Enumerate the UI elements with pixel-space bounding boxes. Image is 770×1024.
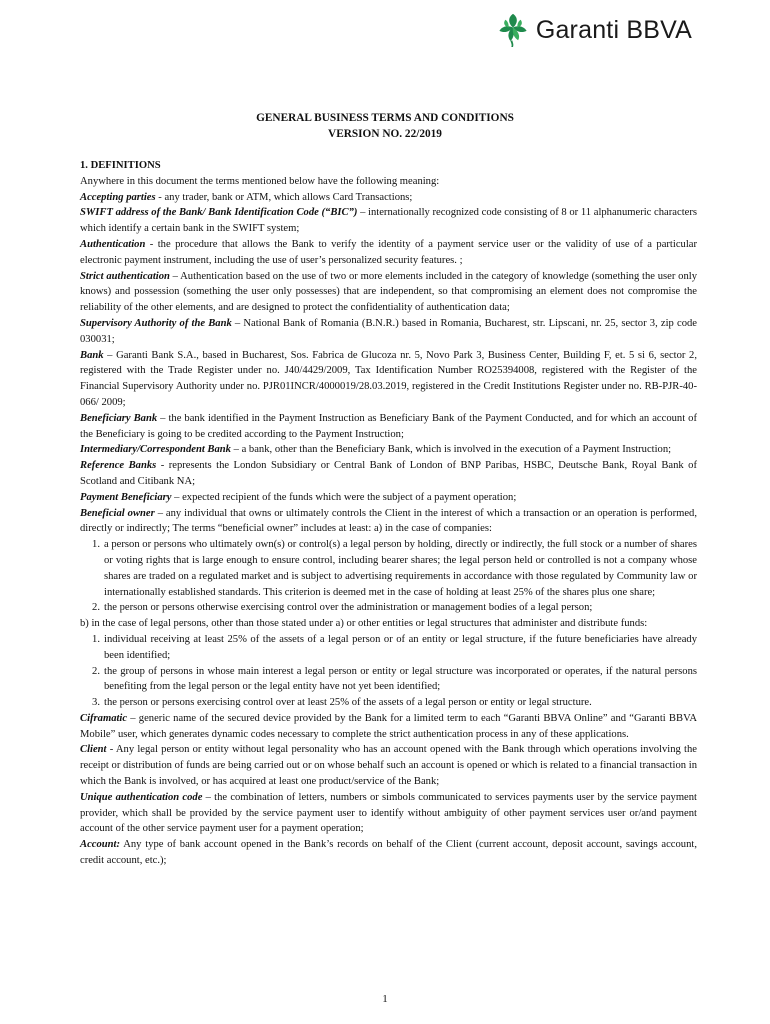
- definition-text: – the combination of letters, numbers or simbols communicated to services payments user by the service payment provider, which shall be provided by the service payment user to identify without ambiguity of other payment services user or/and payment account of the other service payment user for a payment operation;: [80, 791, 697, 835]
- definition: [80, 190, 697, 206]
- document-title: GENERAL BUSINESS TERMS AND CONDITIONS: [256, 112, 514, 124]
- definition-text: – Authentication based on the use of two or more elements included in the category of knowledge (something the user only knows) and possession (something the user only possesses) that are independent, so that compromising an element does not compromise the reliability of the other elements, and are designed to protect the confidentiality of authentication data;: [80, 270, 697, 314]
- definition-text: – National Bank of Romania (B.N.R.) based in Romania, Bucharest, str. Lipscani, nr. 25, sector 3, zip code 030031;: [80, 317, 697, 345]
- definition: [80, 237, 697, 269]
- list-text: the group of persons in whose main interest a legal person or entity or legal structure was incorporated or operates, if the natural persons benefiting from the legal person or the legal entity have not yet been identified;: [104, 665, 697, 693]
- document-version: VERSION NO. 22/2019: [328, 128, 442, 140]
- definition-text: – the bank identified in the Payment Instruction as Beneficiary Bank of the Payment Conducted, and for which an account of the Beneficiary is going to be credited according to the Payment Instruction;: [80, 412, 697, 440]
- list-number: 3.: [92, 697, 100, 709]
- term: Unique authentication code: [80, 791, 203, 803]
- list-number: 1.: [92, 633, 100, 645]
- term: Authentication: [80, 238, 146, 250]
- definition: [80, 348, 697, 411]
- term: Supervisory Authority of the Bank: [80, 317, 232, 329]
- definition-text: - represents the London Subsidiary or Central Bank of London of BNP Paribas, HSBC, Deutsche Bank, Royal Bank of Scotland and Citibank NA;: [80, 460, 697, 487]
- term: SWIFT address of the Bank/ Bank Identification Code (“BIC”): [80, 207, 358, 219]
- logo-wordmark: Garanti BBVA: [535, 15, 692, 44]
- list-item: [80, 664, 697, 696]
- term: Beneficiary Bank: [80, 412, 158, 424]
- document-body: [80, 158, 697, 869]
- list-item: [80, 600, 697, 616]
- list-number: 1.: [92, 539, 100, 551]
- definition: [80, 790, 697, 837]
- definition-text: - the procedure that allows the Bank to verify the identity of a payment service user or the validity of use of a particular electronic payment instrument, including the use of user’s personalized security features. ;: [80, 238, 697, 266]
- definition-text: – generic name of the secured device provided by the Bank for a limited term to each “Garanti BBVA Online” and “Garanti BBVA Mobile” user, which generates dynamic codes necessary to complete the strict authentication process in any of these applications.: [80, 712, 697, 740]
- definition-text: – any individual that owns or ultimately controls the Client in the interest of which a transaction or an operation is performed, directly or indirectly; The terms “beneficial owner” includes at least: a) in the case of companies:: [80, 507, 697, 535]
- definition: [80, 458, 697, 490]
- intro-text: Anywhere in this document the terms mentioned below have the following meaning:: [80, 175, 440, 187]
- definition: [80, 442, 697, 458]
- definition-text: – expected recipient of the funds which were the subject of a payment operation;: [171, 491, 517, 503]
- term: Reference Banks: [80, 460, 157, 472]
- definition: [80, 742, 697, 789]
- definition: [80, 506, 697, 538]
- definition-text: - Any legal person or entity without legal personality who has an account opened with the Bank through which operations involving the receipt or distribution of funds are being carried out or on whose behalf such an account is opened or which is related to a financial transaction in which the Bank is involved, or has acquired at least one product/service of the Bank;: [80, 744, 697, 788]
- definition: [80, 316, 697, 348]
- definition-text: - any trader, bank or ATM, which allows Card Transactions;: [155, 191, 413, 203]
- list-text: a person or persons who ultimately own(s) or control(s) a legal person by holding, directly or indirectly, the full stock or a number of shares or voting rights that is large enough to ensure control, including bearer shares; the legal person held or controlled is not a company whose shares are traded on a regulated market and is subject to advertising requirements in accordance with those regulated by Community law or internationally established standards. This criterion is deemed met in the case of holding at least 25% of the shares plus one share;: [104, 539, 697, 598]
- list-text: individual receiving at least 25% of the assets of a legal person or of an entity or legal structure, if the future beneficiaries have already been identified;: [104, 633, 697, 661]
- definition-text: – internationally recognized code consisting of 8 or 11 alphanumeric characters which identify a certain bank in the SWIFT system;: [80, 207, 697, 235]
- definition: [80, 205, 697, 237]
- definition: [80, 269, 697, 316]
- definition: [80, 490, 697, 506]
- document-heading: [0, 110, 770, 142]
- list-item: [80, 695, 697, 711]
- term: Intermediary/Correspondent Bank: [80, 444, 231, 456]
- clover-logo-icon: [496, 12, 530, 48]
- term: Strict authentication: [80, 270, 170, 282]
- list-number: 2.: [92, 665, 100, 677]
- term: Ciframatic: [80, 712, 128, 724]
- b-paragraph: b) in the case of legal persons, other than those stated under a) or other entities or legal structures that administer and distribute funds:: [80, 618, 648, 630]
- definition-text: – a bank, other than the Beneficiary Bank, which is involved in the execution of a Payment Instruction;: [230, 444, 672, 456]
- term: Client: [80, 744, 107, 756]
- definition-text: Any type of bank account opened in the Bank’s records on behalf of the Client (current account, deposit account, savings account, credit account, etc.);: [80, 839, 697, 867]
- term: Accepting parties: [80, 191, 156, 203]
- garanti-bbva-logo: [496, 12, 692, 48]
- definition: [80, 411, 697, 443]
- definition: [80, 711, 697, 743]
- section-heading: 1. DEFINITIONS: [80, 160, 161, 171]
- term: Payment Beneficiary: [80, 491, 172, 503]
- list-number: 2.: [92, 602, 100, 614]
- definition-text: – Garanti Bank S.A., based in Bucharest, Sos. Fabrica de Glucoza nr. 5, Novo Park 3, Business Center, Building F, et. 5 si 6, sector 2, registered with the Trade Register under no. J40/4429/2009, Tax Identification Number RO25394008, registered with the Register of the Financial Supervisory Authority under no. PJR01INCR/4000019/28.03.2019, registered in the Credit Institutions Register under no. RB-PJR-40-066/ 2009;: [80, 349, 697, 408]
- term: Bank: [80, 349, 104, 361]
- term: Account:: [80, 839, 121, 851]
- list-text: the person or persons otherwise exercising control over the administration or management bodies of a legal person;: [104, 602, 593, 614]
- list-item: [80, 632, 697, 664]
- definition: [80, 837, 697, 869]
- list-item: [80, 537, 697, 600]
- term: Beneficial owner: [80, 507, 155, 519]
- page-number: 1: [382, 993, 388, 1005]
- list-text: the person or persons exercising control over at least 25% of the assets of a legal person or entity or legal structure.: [104, 697, 592, 709]
